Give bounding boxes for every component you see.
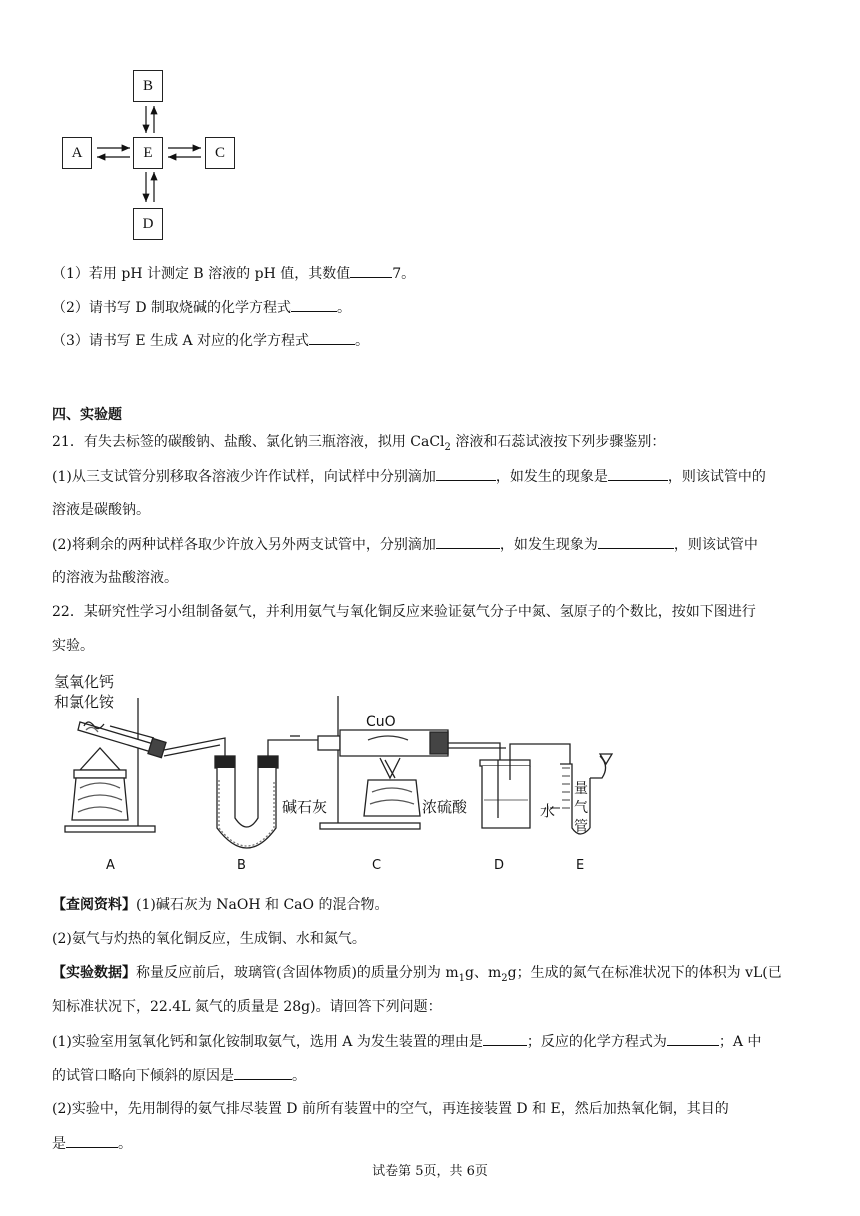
node-c: C	[205, 137, 235, 169]
q20-item-2-text: （2）请书写 D 制取烧碱的化学方程式	[52, 300, 292, 316]
q21-s1-text: ，如发生的现象是	[495, 469, 608, 485]
diagram-arrows	[0, 0, 260, 250]
apparatus-drawing	[50, 668, 650, 880]
apparatus-figure	[50, 668, 650, 880]
answer-blank[interactable]	[436, 466, 496, 481]
q22-ask-1	[52, 1031, 761, 1052]
q22-stem-cont: 实验。	[52, 638, 94, 654]
answer-blank[interactable]	[350, 263, 392, 278]
ask-text: 的试管口略向下倾斜的原因是	[52, 1068, 234, 1084]
info-2: (2)氨气与灼热的氧化铜反应，生成铜、水和氮气。	[52, 931, 366, 947]
answer-blank[interactable]	[291, 297, 337, 312]
q22-ask-2-cont	[52, 1133, 132, 1154]
q20-item-1	[52, 263, 415, 284]
subscript: 1	[458, 972, 466, 984]
answer-blank[interactable]	[234, 1065, 292, 1080]
ask-text: ；反应的化学方程式为	[526, 1034, 667, 1050]
q21-s2-text: (2)将剩余的两种试样各取少许放入另外两支试管中，分别滴加	[52, 537, 436, 553]
soda-lime-label: 碱石灰	[282, 798, 328, 816]
answer-blank[interactable]	[598, 534, 674, 549]
q22-stem: 22．某研究性学习小组制备氨气，并利用氨气与氧化铜反应来验证氨气分子中氮、氢原子的个数比，按如下图进行	[52, 604, 756, 620]
q21-s1-text: (1)从三支试管分别移取各溶液少许作试样，向试样中分别滴加	[52, 469, 436, 485]
answer-blank[interactable]	[309, 330, 355, 345]
info-1	[52, 895, 388, 915]
apparatus-label-b: B	[237, 858, 246, 873]
q21-step-2-cont: 的溶液为盐酸溶液。	[52, 570, 178, 586]
q21-s2-text: ，则该试管中	[673, 537, 758, 553]
node-a: A	[62, 137, 92, 169]
page-footer: 试卷第 5页，共 6页	[372, 1164, 488, 1179]
q20-item-3-tail: 。	[355, 333, 370, 349]
apparatus-label-e: E	[576, 858, 585, 873]
node-d: D	[133, 208, 163, 240]
q20-item-2	[52, 297, 351, 318]
info-1-text: (1)碱石灰为 NaOH 和 CaO 的混合物。	[136, 897, 389, 913]
ask-text: (1)实验室用氢氧化钙和氯化铵制取氨气，选用 A 为发生装置的理由是	[52, 1034, 483, 1050]
data-text: g、m	[465, 965, 502, 981]
answer-blank[interactable]	[66, 1133, 118, 1148]
answer-blank[interactable]	[436, 534, 500, 549]
info-heading: 【查阅资料】	[52, 897, 136, 913]
apparatus-label-d: D	[494, 858, 505, 873]
q20-item-2-tail: 。	[337, 300, 352, 316]
data-line-1	[52, 963, 782, 989]
q21-s2-text: ，如发生现象为	[499, 537, 598, 553]
subscript: 2	[444, 441, 451, 453]
q22-ask-2: (2)实验中，先用制得的氨气排尽装置 D 前所有装置中的空气，再连接装置 D 和 E，然后加热氧化铜，其目的	[52, 1101, 729, 1117]
acid-label: 浓硫酸	[422, 798, 468, 816]
q20-item-3-text: （3）请书写 E 生成 A 对应的化学方程式	[52, 333, 310, 349]
q21-stem	[52, 432, 665, 458]
section-title: 四、实验题	[52, 407, 122, 423]
data-line-2: 知标准状况下，22.4L 氮气的质量是 28g)。请回答下列问题：	[52, 999, 442, 1015]
ask-text: 。	[292, 1068, 306, 1084]
q21-step-1	[52, 466, 766, 487]
answer-blank[interactable]	[483, 1031, 527, 1046]
data-heading: 【实验数据】	[52, 965, 136, 981]
q21-step-1-cont: 溶液是碳酸钠。	[52, 502, 150, 518]
ask-text: ；A 中	[718, 1034, 762, 1050]
relation-diagram	[0, 0, 260, 250]
ask-text: 。	[118, 1136, 132, 1152]
apparatus-label-a: A	[106, 858, 115, 873]
answer-blank[interactable]	[667, 1031, 719, 1046]
q21-step-2	[52, 534, 758, 555]
answer-blank[interactable]	[608, 466, 668, 481]
gas-tube-label: 量 气 管	[574, 781, 588, 835]
q20-item-3	[52, 330, 369, 351]
apparatus-label-c: C	[372, 858, 382, 873]
reagent-label: 氢氧化钙 和氯化铵	[54, 673, 115, 711]
water-label: 水	[540, 802, 556, 820]
q21-stem-text: 21．有失去标签的碳酸钠、盐酸、氯化钠三瓶溶液，拟用 CaCl	[52, 434, 445, 450]
subscript: 2	[501, 972, 508, 984]
q20-item-1-text: （1）若用 pH 计测定 B 溶液的 pH 值，其数值	[52, 266, 351, 282]
data-text: g；生成的氮气在标准状况下的体积为 vL(已	[507, 965, 782, 981]
node-b: B	[133, 70, 163, 102]
q20-item-1-tail: 7。	[392, 266, 416, 282]
ask-text: 是	[52, 1136, 66, 1152]
q22-ask-1-cont	[52, 1065, 306, 1086]
q21-stem-tail: 溶液和石蕊试液按下列步骤鉴别：	[450, 434, 666, 450]
data-text: 称量反应前后，玻璃管(含固体物质)的质量分别为 m	[136, 965, 459, 981]
q21-s1-text: ，则该试管中的	[667, 469, 766, 485]
node-e: E	[133, 137, 163, 169]
cuo-label: CuO	[366, 714, 396, 730]
